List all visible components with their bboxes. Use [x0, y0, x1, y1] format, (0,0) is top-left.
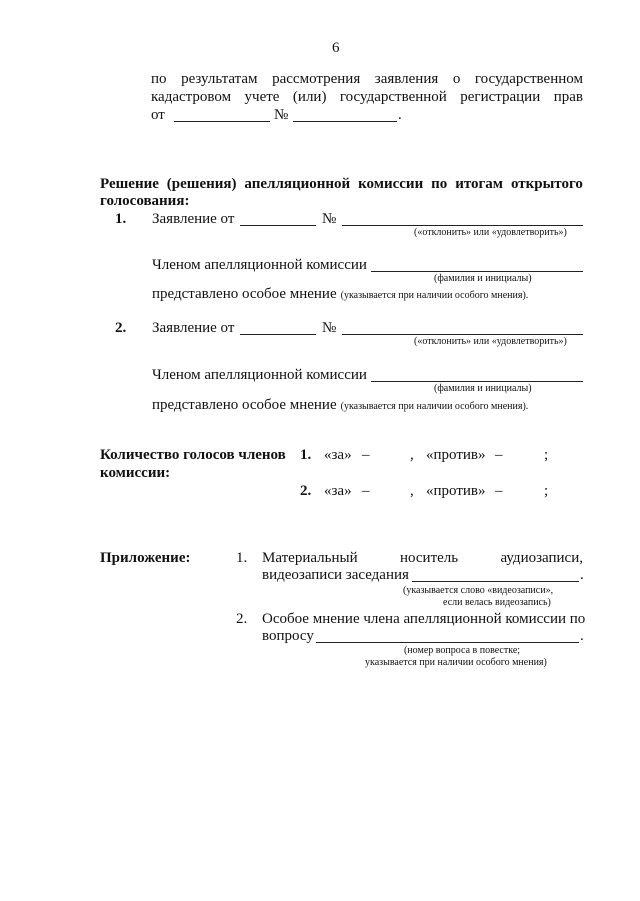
intro-date-field[interactable]: [174, 121, 270, 122]
page-number: 6: [332, 40, 340, 56]
decision-heading-line-2: голосования:: [100, 193, 190, 209]
decision-item-2-date-field[interactable]: [240, 334, 316, 335]
appendix-item-2-period: .: [580, 628, 584, 644]
decision-item-1-statement-label: Заявление от: [152, 211, 235, 227]
decision-item-1-number: 1.: [115, 211, 127, 227]
decision-heading-line-1: [100, 175, 583, 193]
intro-word: результатам: [181, 71, 258, 87]
decision-item-1-number-sign: №: [322, 211, 337, 227]
decision-item-1-opinion-label: представлено особое мнение: [152, 286, 337, 302]
appendix-item-2-field[interactable]: [316, 642, 579, 643]
intro-word: о: [452, 71, 461, 87]
decision-item-2-member-label: Членом апелляционной комиссии: [152, 367, 367, 383]
heading-word: открытого: [510, 176, 583, 192]
appendix-item-2-line-1: Особое мнение члена апелляционной комиссии по: [262, 611, 586, 627]
intro-word: прав: [553, 89, 583, 105]
votes-label-line-1: Количество голосов членов: [100, 447, 286, 463]
appendix-item-2-hint-2: указывается при наличии особого мнения): [365, 657, 547, 668]
decision-item-1-opinion: [152, 285, 528, 303]
intro-word: учете: [244, 89, 280, 105]
votes-row-2-end: ;: [544, 483, 549, 499]
decision-item-2-opinion-note: (указывается при наличии особого мнения).: [340, 401, 529, 412]
intro-word: рассмотрения: [272, 71, 361, 87]
votes-row-1-end: ;: [544, 447, 549, 463]
votes-row-1-dash: –: [362, 447, 370, 463]
appendix-label: Приложение:: [100, 550, 191, 566]
decision-item-1-decision-field[interactable]: [342, 225, 583, 226]
votes-row-2-for-label: «за»: [324, 483, 352, 499]
votes-row-1-for-label: «за»: [324, 447, 352, 463]
votes-row-1-dash-2: –: [495, 447, 503, 463]
appendix-item-1-line-1: [262, 549, 583, 567]
appendix-word: носитель: [399, 550, 459, 566]
intro-number-sign: №: [274, 107, 289, 123]
appendix-item-1-hint-2: если велась видеозапись): [443, 597, 551, 608]
decision-item-2-number-sign: №: [322, 320, 337, 336]
intro-word: заявления: [374, 71, 439, 87]
appendix-item-1-line-2: видеозаписи заседания: [262, 567, 409, 583]
appendix-word: Материальный: [262, 550, 358, 566]
decision-item-1-opinion-note: (указывается при наличии особого мнения).: [340, 290, 529, 301]
intro-word: кадастровом: [151, 89, 232, 105]
heading-word: Решение: [100, 176, 159, 192]
votes-row-2-against-label: «против»: [426, 483, 486, 499]
votes-label-line-2: комиссии:: [100, 465, 171, 481]
intro-word: по: [151, 71, 167, 87]
appendix-item-2-line-2: вопросу: [262, 628, 314, 644]
decision-item-2-decision-hint: («отклонить» или «удовлетворить»): [414, 336, 567, 347]
intro-period: .: [398, 107, 402, 123]
intro-word: государственной: [339, 89, 447, 105]
votes-row-2-number: 2.: [300, 483, 312, 499]
intro-number-field[interactable]: [293, 121, 397, 122]
decision-item-1-member-label: Членом апелляционной комиссии: [152, 257, 367, 273]
heading-word: по: [431, 176, 448, 192]
decision-item-1-decision-hint: («отклонить» или «удовлетворить»): [414, 227, 567, 238]
intro-word: (или): [292, 89, 327, 105]
votes-row-2-dash: –: [362, 483, 370, 499]
decision-item-2-member-hint: (фамилия и инициалы): [434, 383, 532, 394]
intro-line-1: [151, 70, 583, 88]
heading-word: комиссии: [358, 176, 424, 192]
appendix-item-1-period: .: [580, 567, 584, 583]
decision-item-2-opinion-label: представлено особое мнение: [152, 397, 337, 413]
votes-row-2-comma: ,: [410, 483, 414, 499]
decision-item-2-statement-label: Заявление от: [152, 320, 235, 336]
heading-word: апелляционной: [244, 176, 351, 192]
heading-word: итогам: [455, 176, 504, 192]
appendix-word: аудиозаписи,: [500, 550, 583, 566]
decision-item-2-decision-field[interactable]: [342, 334, 583, 335]
votes-row-2-dash-2: –: [495, 483, 503, 499]
decision-item-1-member-hint: (фамилия и инициалы): [434, 273, 532, 284]
appendix-item-1-hint-1: (указывается слово «видеозаписи»,: [403, 585, 554, 596]
votes-row-1-comma: ,: [410, 447, 414, 463]
decision-item-2-member-field[interactable]: [371, 381, 583, 382]
decision-item-2-opinion: [152, 396, 528, 414]
intro-line-2: [151, 88, 583, 106]
votes-row-1-number: 1.: [300, 447, 312, 463]
appendix-item-1-number: 1.: [236, 550, 248, 566]
heading-word: (решения): [166, 176, 237, 192]
appendix-item-1-field[interactable]: [412, 581, 579, 582]
appendix-item-2-hint-1: (номер вопроса в повестке;: [404, 645, 521, 656]
votes-row-1-against-label: «против»: [426, 447, 486, 463]
decision-item-2-number: 2.: [115, 320, 127, 336]
intro-word: государственном: [474, 71, 583, 87]
intro-word: регистрации: [460, 89, 541, 105]
intro-from-label: от: [151, 107, 165, 123]
appendix-item-2-number: 2.: [236, 611, 248, 627]
decision-item-1-date-field[interactable]: [240, 225, 316, 226]
decision-item-1-member-field[interactable]: [371, 271, 583, 272]
